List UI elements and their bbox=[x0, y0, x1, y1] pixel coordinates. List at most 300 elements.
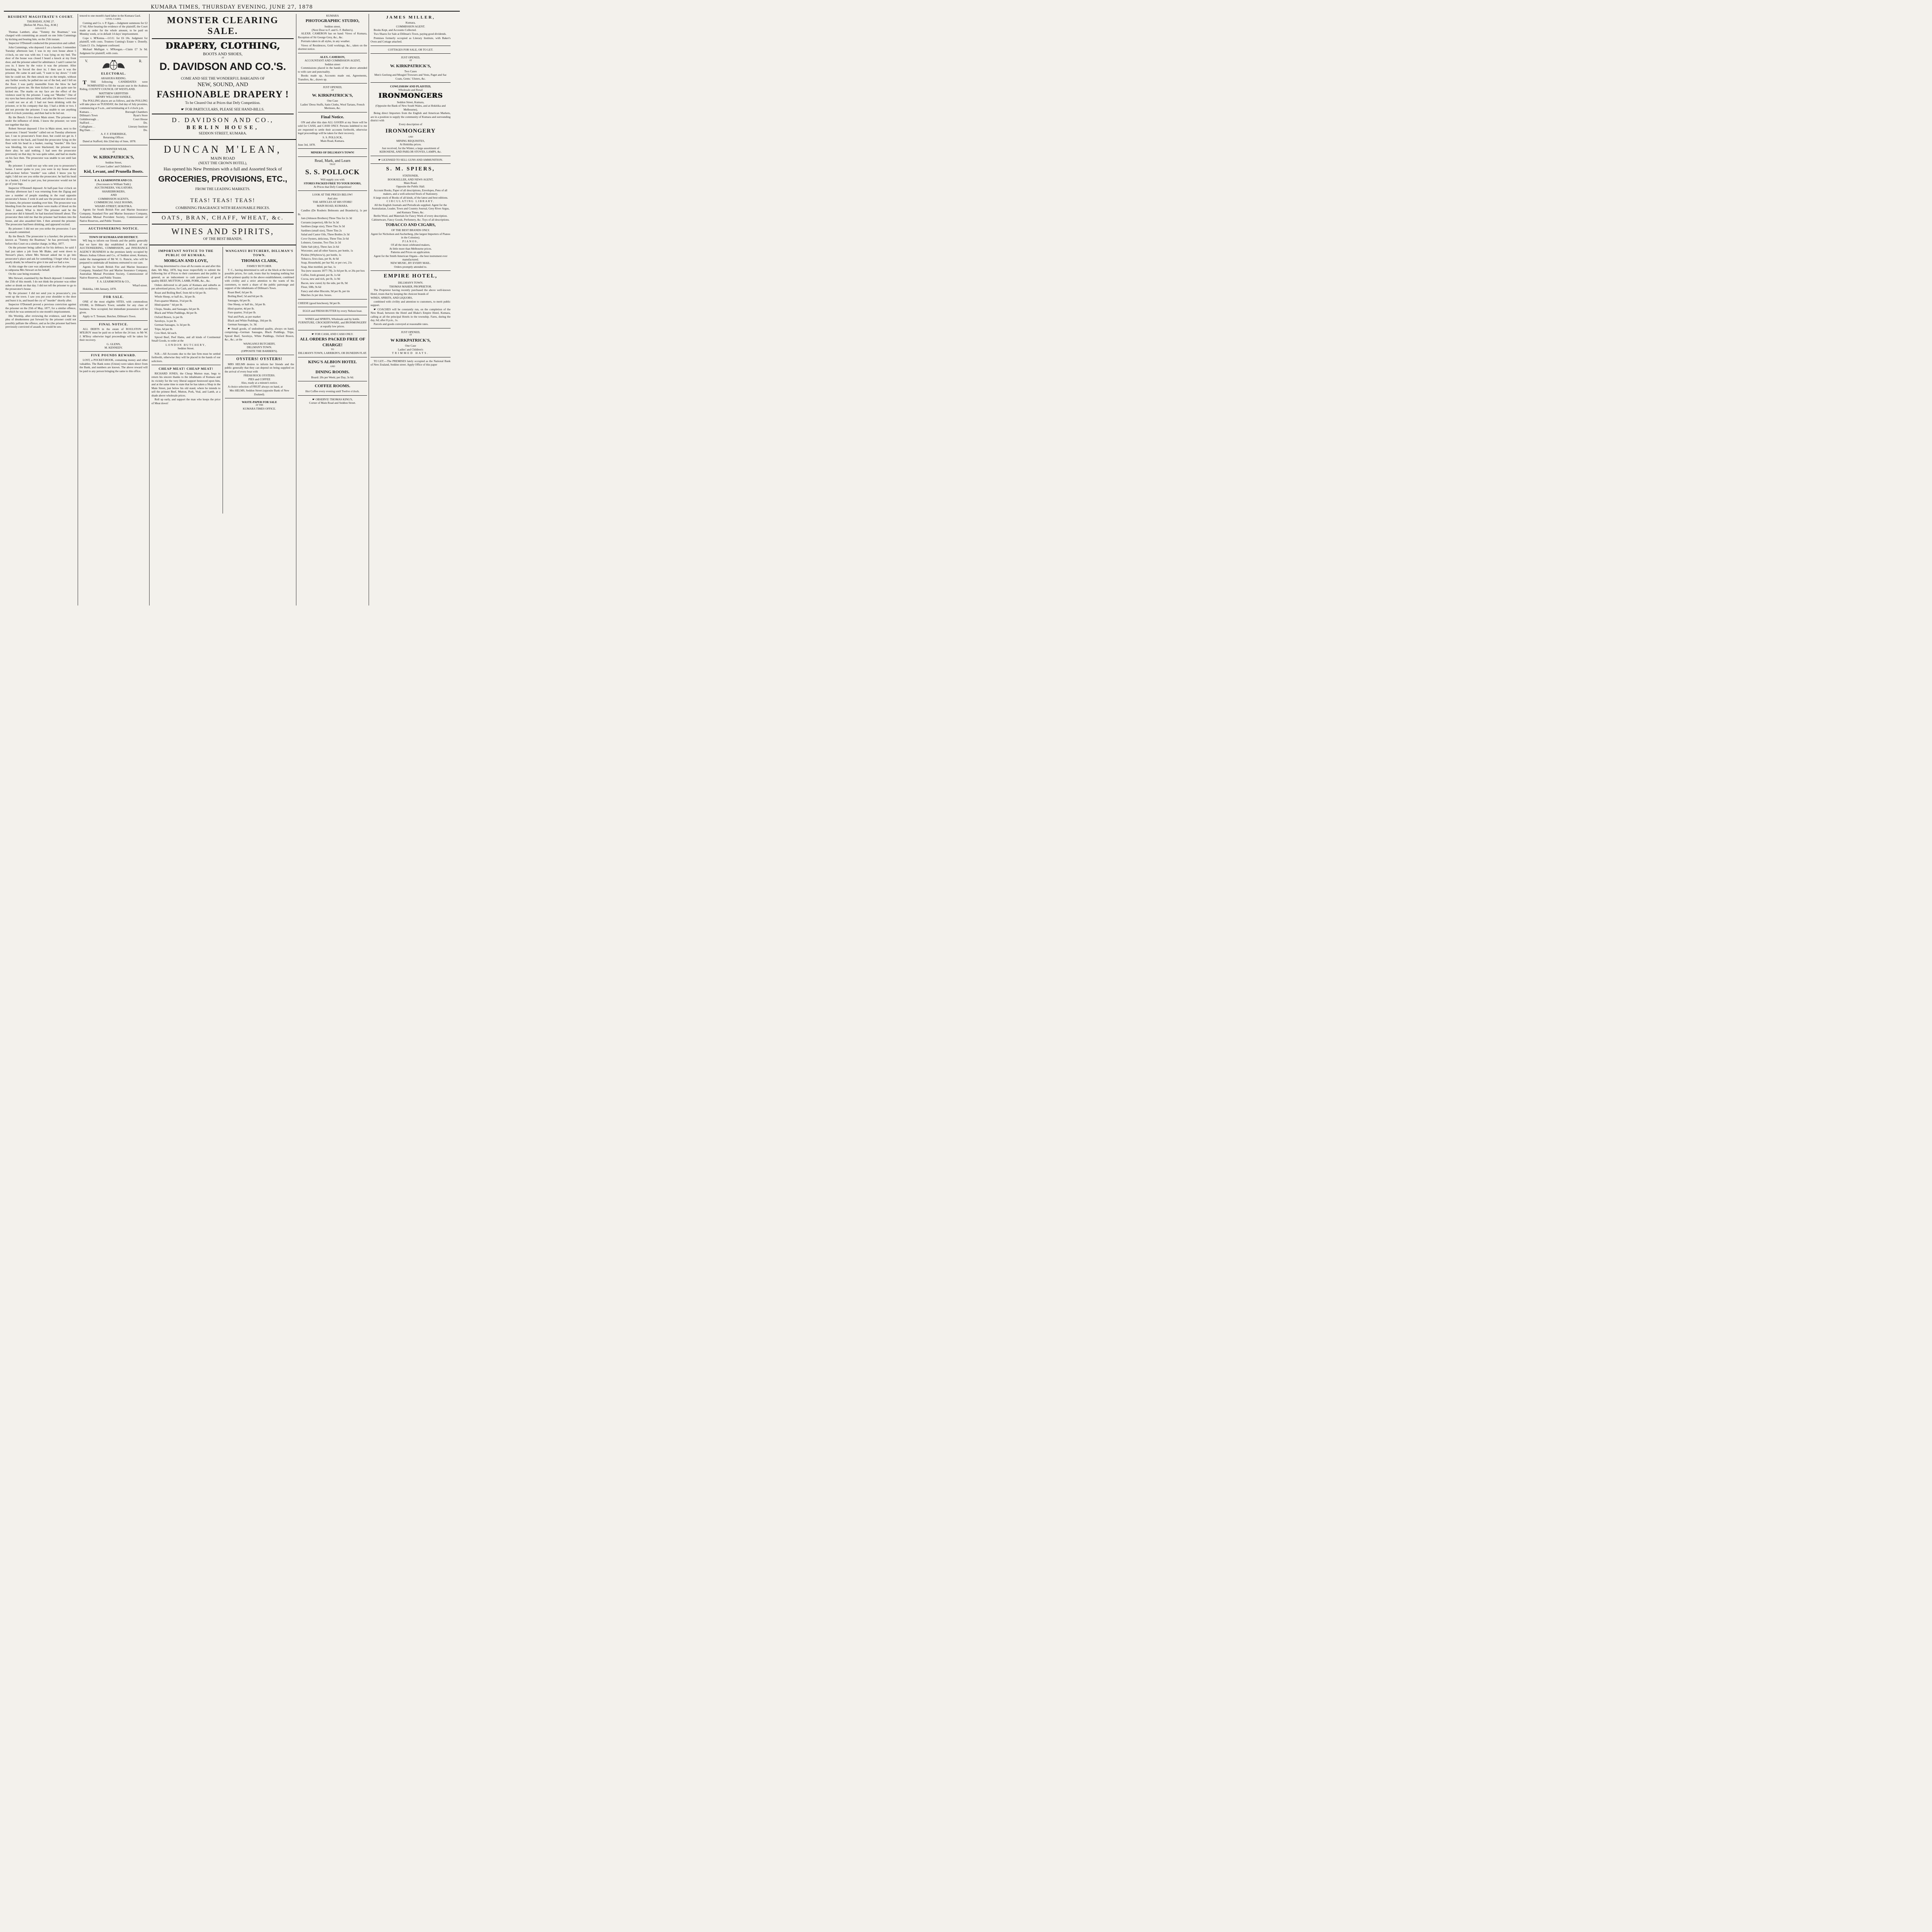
spiers-text-2: A large stock of Books of all kinds, of the latest and best editions. bbox=[373, 196, 448, 199]
just-opened-at-2: AT bbox=[409, 59, 412, 62]
to-let-notice: TO LET.—The PREMISES lately occupied as the National Bank of New Zealand, Seddon street. Apply Office of this paper bbox=[371, 359, 451, 367]
davidson-name-2: D. DAVIDSON AND CO., bbox=[172, 116, 274, 124]
c2civil-item: Michael Mulligan v. M'Keegan.—Claim £7 3s 9d. Judgment for plaintiff, with costs. bbox=[80, 48, 148, 55]
pollock-price-list bbox=[298, 209, 367, 297]
just-opened-head: JUST OPENED, bbox=[323, 85, 342, 89]
empire-text: The Proprietor having recently purchased the above well-known Hotel, trusts that by keeping the choicest brands of bbox=[371, 288, 451, 296]
sale-text: ONE of the most eligible SITES, with commodious STORE, in Dillman's Town; suitable for any class of business. Now occupied, but immediate possession will be given. bbox=[80, 299, 148, 314]
pointing-hand-icon: ☛ bbox=[181, 108, 185, 112]
melbourne-prices: At little more than Melbourne prices. bbox=[389, 247, 432, 250]
reward-head: FIVE POUNDS REWARD. bbox=[91, 354, 136, 357]
tcprices-item: Hind quarter, 4d per lb. bbox=[228, 306, 255, 310]
tcprices-item: German Sausages, 1s. 3d. bbox=[228, 323, 257, 327]
polling-place-name: Dillman's Town bbox=[80, 114, 98, 117]
newspaper-page bbox=[0, 0, 464, 609]
r-letter: R. bbox=[139, 59, 142, 63]
c1paras-item: John Cummings, who deposed: I am a hawker. I remember Tuesday afternoon last; I was in my own house about 5 o'clock, no one was with me; I was lying on my bed. The door of the house was closed I heard a knock at my front door, and the prisoner asked for admittance. I said I cannot let you in. I knew by the voice it was the prisoner. After knocking, he forced the door in; I then saw it was the prisoner. He came in and said, "I want to lay down." I told him he could not. He then struck me on the temple, without any further words; he pulled me out of the bed, and I fell on the floor. I was partly insensible from the blow he had previously given me. He then kicked me; I am quite sure he kicked me. The marks on my face are the effect of the violence used by the prisoner. I sang out "Murder." One of my eyes has been always blind, and after the blows I received I could not see at all. I had not been drinking with the prisoner, or in his company that day. I had a drink or two. I did not provoke the prisoner. I was unable to see anything until 4 o'clock yesterday, and then had to be led out. bbox=[5, 45, 76, 115]
just-opened-kirkpatrick-2: W. KIRKPATRICK'S, bbox=[390, 63, 431, 68]
winter-cases: 6 Cases Ladies' and Children's bbox=[96, 164, 131, 168]
just-opened-at: AT bbox=[331, 89, 334, 92]
c2lear-item: AUCTIONEERS, VALUATORS. bbox=[94, 186, 133, 190]
c4items-item: Currants (superior), 6lb for 3s 3d bbox=[301, 220, 339, 224]
c2lear-item: SHAREBROKERS, bbox=[102, 189, 126, 193]
combining-line: COMBINING FRAGRANCE WITH REASONABLE PRICES. bbox=[175, 206, 270, 211]
smith-organs: Agent for the Smith American Organs—the best instrument ever manufactured. bbox=[374, 254, 447, 261]
returning-officer-role: Returning Officer. bbox=[103, 136, 124, 139]
nicholson-agent: Agent for Nicholson and Ascherberg, (the largest Importers of Pianos in the Colonies). bbox=[371, 232, 451, 240]
auction-wharf: Wharf-street. bbox=[132, 283, 148, 287]
morprices-item: Hind-quarter " 4d per lb. bbox=[155, 303, 183, 307]
tcprices-item: Roast Beef, 6d per lb. bbox=[228, 290, 253, 294]
c4items-item: Jam (Johnson Brothers) Three Tins for 2s 3d bbox=[301, 216, 352, 220]
mining-requisites: MINING REQUISITES, bbox=[396, 139, 425, 143]
c4items-item: Cocoa, new and rich, per lb, 1s 9d bbox=[301, 277, 340, 281]
column-notices-b bbox=[296, 14, 369, 605]
board-rates: Board: 20s per Week; per Day, 3s 6d. bbox=[311, 375, 354, 379]
morgan-price-list bbox=[151, 291, 221, 335]
davidson-name: D. DAVIDSON AND CO.'S. bbox=[159, 61, 286, 73]
boots-heading: BOOTS AND SHOES, bbox=[203, 52, 243, 57]
empire-text-2: combined with civility and attention to customers, to merit public support. bbox=[371, 299, 451, 307]
empire-coaches bbox=[371, 308, 451, 322]
handbills-line bbox=[152, 107, 294, 112]
waste-at: AT THE bbox=[255, 404, 264, 406]
candidate-1: MATTHEW GRIFFITHS bbox=[99, 91, 129, 95]
kings-albion: KING'S ALBION HOTEL bbox=[308, 359, 357, 364]
photo-text-2: Portraits taken in all styles, in any weather. bbox=[301, 39, 350, 43]
cowlishaw-opposite: (Opposite the Bank of New South Wales, and at Hokitika and Melbourne), bbox=[375, 104, 446, 111]
c4items-item: Pickles (Whybrow's), per bottle, 1s bbox=[301, 253, 341, 257]
one-case: One Case bbox=[405, 344, 416, 348]
defy-competition: At Prices that Defy Competition! bbox=[313, 185, 352, 189]
wines-spirits-heading: WINES AND SPIRITS, bbox=[171, 226, 274, 236]
pollock-sign: S. S. POLLOCK, bbox=[322, 135, 343, 139]
c4items-item: Cove Oysters, delicious, Three Tins 2s 6d bbox=[301, 236, 349, 240]
c4items-item: Tea (new seasons 1877-78), 2s 6d per lb, or 26s per box bbox=[301, 269, 365, 273]
final-notice-text: ALL DEBTS in the estate of ROULSTON and M'ILROY must be paid on or before the 24 inst. to Mr W. J. M'Ilroy otherwise legal proceedings will be taken for their recovery. bbox=[80, 327, 148, 342]
ironmongers-heading: IRONMONGERS bbox=[378, 92, 443, 100]
oysters-text: MRS HELMS desires to inform her friends and the public generally that they can depend on being supplied on the arrival of every boat with bbox=[224, 362, 294, 373]
kerosene-line: KEROSENE, AND PARLOR STOVES, LAMPS, &c. bbox=[379, 150, 442, 154]
spiers-text-4: Berlin Wool, and Materials for Fancy Work of every description. bbox=[373, 214, 448, 218]
photo-text-3: Views of Residences, Gold workings, &c., taken on the shortest notice. bbox=[298, 43, 367, 51]
tcprices-item: One Sheep, or half do., 3d per lb. bbox=[228, 303, 266, 306]
orders-promptly: Orders promptly attended to. bbox=[394, 265, 427, 269]
c4items-item: Worcester, and all other Sauces, per bottle, 1s bbox=[301, 249, 353, 253]
james-miller-town: Kumara, bbox=[405, 21, 416, 25]
polling-place-row bbox=[80, 114, 148, 117]
c2lear-item: AND bbox=[110, 193, 117, 197]
v-letter: V. bbox=[85, 59, 88, 63]
morprices-item: Saveloys, 1s per lb. bbox=[155, 319, 177, 323]
c1paras-item: Mrs Stewart, examined by the Bench deposed: I remember the 25th of this month. I do not think the prisoner was either sober or drunk on that day. I did not tell the prisoner to go to the prosecutor's house. bbox=[5, 276, 76, 291]
clark-opposite: (OPPOSITE THE BARBER'S). bbox=[241, 349, 278, 353]
c1paras-item: By the prisoner: I did not send you to prosecutor's; you went up the town. I saw you put your shoulder to the door and burst it in, and heard the cry of "murder" shortly after. bbox=[5, 291, 76, 302]
waste-paper-line: WASTE-PAPER FOR SALE bbox=[242, 400, 277, 404]
duncan-mclean-name: DUNCAN M'LEAN, bbox=[163, 144, 282, 155]
photo-street: Seddon street, bbox=[324, 24, 341, 28]
c4items-item: Salad and Castor Oils, Three Bottles 2s 3d bbox=[301, 233, 350, 236]
morprices-item: Whole Sheep, or half do., 3d per lb. bbox=[155, 295, 196, 299]
hokitika-prices: At Hokitika prices. bbox=[400, 143, 422, 146]
oysters-ready: Also, ready at a minute's notice. bbox=[241, 381, 278, 385]
just-opened-kirkpatrick: W. KIRKPATRICK'S, bbox=[312, 93, 353, 98]
pollock-big-name: S. S. POLLOCK bbox=[305, 168, 360, 176]
miller-text-1: Books Kept, and Accounts Collected. bbox=[374, 28, 417, 32]
mclean-ad bbox=[150, 141, 296, 243]
destinations: DILLMAN'S TOWN, LARRIKIN'S, OR DUNEDIN FLAT. bbox=[298, 351, 367, 355]
morgan-love-name: MORGAN AND LOVE, bbox=[164, 259, 208, 264]
morprices-item: Fore-quarter Mutton, 3½d per lb. bbox=[155, 299, 192, 303]
polling-notice: The POLLING places are as follows, and the POLLING will take place on TUESDAY, the 2nd day of July proximo, commencing at 9 a.m., and terminating at 6 o'clock p.m. bbox=[80, 99, 148, 110]
cameron-name: ALEX. CAMERON, bbox=[320, 55, 345, 59]
c4items-item: Tobacco, first-class, per lb, 4s 6d bbox=[301, 257, 339, 260]
tcprices-item: Black and White Puddings, 10d per lb. bbox=[228, 318, 272, 322]
stores-packed: STORES PACKED FREE TO YOUR DOORS, bbox=[304, 181, 361, 185]
kings-corner: Corner of Main Road and Seddon Street. bbox=[309, 401, 356, 405]
best-brands-line: OF THE BEST BRANDS. bbox=[203, 237, 243, 241]
cameron-text-2: Books made up, Accounts made out, Agreements, Transfers, &c., drawn up. bbox=[298, 74, 367, 81]
read-mark-learn: Read, Mark, and Learn bbox=[315, 158, 350, 163]
that-word: THAT bbox=[329, 163, 336, 166]
c1paras-item: Thomas Lambert, alias "Tommy the Boatman," was charged with committing an assault on one John Cummings by kicking and beating him, on the 25th instant. bbox=[5, 30, 76, 41]
auction-town: TOWN OF KUMARA AND DISTRICT. bbox=[89, 235, 138, 239]
just-opened-case: One Case bbox=[327, 99, 338, 103]
clark-small-text: Small goods, of undoubted quality, always on hand, comprising—German Sausages, Black Puddings, Tripe, Spiced Beef, Saveloys, White Puddings, Oxford Brawn, &c., &c.; at the bbox=[224, 327, 294, 342]
electoral-text: THE following CANDIDATES were NOMINATED to fill the vacant seat in the Arahura Riding, COUNTY COUNCIL OF WESTLAND. bbox=[80, 80, 148, 91]
morprices-item: Roast and Boiling Beef, from 4d to 6d per lb. bbox=[155, 291, 207, 294]
just-received: Just received, for the Winter, a large assortment of bbox=[382, 146, 439, 150]
cheap-meat-head: CHEAP MEAT! CHEAP MEAT! bbox=[158, 367, 214, 371]
clark-butchery-ad bbox=[223, 247, 296, 514]
column-notices-c bbox=[369, 14, 452, 605]
just-opened-head-2: JUST OPENED, bbox=[401, 56, 420, 60]
auction-sign: F. A. LEARMONTH & CO., bbox=[97, 280, 130, 284]
cowlishaw-and: AND bbox=[408, 136, 413, 139]
c1paras-item: His Worship, after reviewing the evidence, said that the plea of drunkenness put forward by the prisoner could not possibly palliate the offence, and as he (the prisoner had been previously convicted of assault, he would be sen- bbox=[5, 314, 76, 329]
polling-place-name: Kumara . . bbox=[80, 110, 92, 114]
sale-head: FOR SALE. bbox=[103, 295, 124, 299]
c4items-item: Bacon, new cured, by the side, per lb, 9d bbox=[301, 281, 348, 285]
polling-place-row bbox=[80, 125, 148, 128]
observe-text: OBSERVE! THOMAS KING'S, bbox=[315, 397, 353, 401]
c1paras-item: Inspector O'Donnell conducted the prosecution and called: bbox=[9, 41, 76, 45]
teas-heading: TEAS! TEAS! TEAS! bbox=[190, 197, 255, 204]
c4items-item: Flour, 50lb, 9s 6d bbox=[301, 285, 321, 289]
learmonth-agents: Agents for South British Fire and Marine Insurance Company, Standard Fire and Marine Insurance Company, Australian Mutual Provident Society, Commissioner of Native Reserves, and Public Trustee. bbox=[80, 208, 148, 223]
polling-place-venue: Do. bbox=[143, 128, 148, 132]
pies-coffee: PIES and COFFEE bbox=[248, 377, 270, 381]
and-word: AND bbox=[330, 365, 335, 368]
cheap-meat-roll: Roll up early, and support the man who keeps the price of Meat down! bbox=[151, 398, 221, 405]
james-miller-role: COMMISSION AGENT. bbox=[396, 24, 425, 28]
morprices-item: Tripe, 6d per lb. bbox=[155, 327, 173, 331]
clark-wanganui: WANGANUI BUTCHERY, bbox=[243, 342, 276, 345]
leading-markets: FROM THE LEADING MARKETS. bbox=[195, 187, 250, 191]
royal-arms-icon bbox=[100, 60, 127, 70]
tobacco-cigars: TOBACCO AND CIGARS, bbox=[385, 223, 436, 228]
mens-trowsers: Men's Geelong and Mosgiel Trowsers and Vests, Paget and Sac Coats, Gents.' Ulsters, &c. bbox=[374, 73, 447, 80]
cowlishaw-text: Being direct Importers from the English and American Markets, are in a position to supply the community of Kumara and surrounding district with bbox=[371, 111, 451, 122]
cameron-text-1: Commissions placed in the hands of the above attended to with care and punctuality. bbox=[298, 66, 367, 73]
groceries-heading: GROCERIES, PROVISIONS, ETC., bbox=[158, 174, 287, 184]
final-notice-pollock-text: ON and after this date ALL GOODS at my Store will be sold for CASH, and CASH ONLY. Persons indebted to me are requested to settle their accounts forthwith, otherwise legal proceedings will be taken for their recovery. bbox=[298, 120, 367, 135]
circulating-library: CIRCULATING LIBRARY. bbox=[386, 199, 435, 203]
court-continuation: tenced to one month's hard labor in the Kumara Gaol. bbox=[80, 14, 141, 17]
photo-kumara: KUMARA bbox=[326, 14, 339, 17]
pianos-line: PIANOS, bbox=[402, 239, 419, 243]
licensed-text: LICENSED TO SELL GUNS AND AMMUNITION. bbox=[381, 158, 443, 162]
riding-name: ARAHURA RIDING. bbox=[101, 76, 126, 80]
morgan-love-ad bbox=[150, 247, 223, 514]
tcprices-item: Boiling Beef, 5d and 6d per lb. bbox=[228, 294, 264, 298]
handbills-text: FOR PARTICULARS, PLEASE SEE HAND-BILLS. bbox=[185, 108, 265, 112]
cash-only-text: FOR CASH, AND CASH ONLY. bbox=[315, 332, 354, 336]
orders-packed: ALL ORDERS PACKED FREE OF CHARGE! bbox=[299, 337, 366, 347]
cowlishaw-street: Seddon Street, Kumara, bbox=[397, 100, 424, 104]
empire-parcels: Parcels and goods conveyed at reasonable rates. bbox=[374, 322, 429, 326]
empire-proprietor: THOMAS MAHER, PROPRIETOR. bbox=[389, 284, 432, 288]
empire-wines: WINES, SPIRITS, AND LIQUORS, bbox=[371, 296, 413, 300]
spiers-text-3: All the English Journals and Periodicals supplied. Agent for the Australasian, Leader, Town and Country Journal, Grey River Argus, and Kumara Times, &c. bbox=[371, 203, 450, 214]
sale-apply: Apply to T. Tennant, Butcher, Dillman's Town. bbox=[83, 315, 136, 318]
thomas-clark-role: FAMILY BUTCHER. bbox=[247, 264, 272, 268]
spiers-text-1: Account Books, Paper of all descriptions, Envelopes, Pens of all makers, and a well-selected Stock of Stationery. bbox=[374, 188, 447, 196]
london-butchery: LONDON BUTCHERY, bbox=[165, 343, 206, 347]
court-paragraphs bbox=[5, 30, 76, 329]
polling-place-row bbox=[80, 117, 148, 121]
pollock-address: Main Road, Kumara. bbox=[320, 139, 345, 143]
davidson-address: SEDDON STREET, KUMARA. bbox=[199, 131, 247, 136]
trimmed-hats: TRIMMED HATS. bbox=[392, 351, 429, 355]
auction-text: WE beg to inform our friends and the public generally that we have this day established a Branch of our AUCTIONEERING, COMMISSION, and INSURANCE AGENCY BUSINESS in the premises lately occupied by Messrs Joshua Gibson and Co., of Seddon street, Kumara, under the management of Mr W. G. Runcie, who will be prepared to undertake all business entrusted to our care. bbox=[80, 239, 148, 265]
c4items-item: Coffee, fresh ground, per lb, 1s 6d bbox=[301, 273, 340, 277]
final-sign-2: M. KENNEDY. bbox=[104, 346, 123, 350]
reward-text: LOST, a POCKET-BOOK, containing money and other valuables. The Bank notes (Union) were taken direct from the Bank, and numbers are known. The above reward will be paid to any person bringing the same to this office. bbox=[80, 358, 148, 373]
court-head-assault: ASSAULT. bbox=[35, 27, 47, 30]
returning-officer: A. F. F. ETHERIDGE, bbox=[100, 132, 127, 136]
polling-place-venue: Court House bbox=[133, 117, 148, 121]
coaches-text: COACHES will be constantly run, on the completion of the New Road, between the Hotel and Blake's Empire Hotel, Kumara, calling at all the principal Hotels in the township. Fares, during the day, 6d; after 8 p.m., 1s. bbox=[371, 307, 451, 322]
polling-place-name: Stafford . . . bbox=[80, 121, 94, 125]
coffee-rooms: COFFEE ROOMS. bbox=[315, 384, 350, 389]
c4items-item: Table Salt (dry), Three Jars 2s 6d bbox=[301, 245, 339, 248]
monster-sale-title: MONSTER CLEARING SALE. bbox=[167, 15, 279, 36]
electoral-head: ELECTORAL. bbox=[101, 72, 126, 75]
electoral-dated: Dated at Stafford, this 22nd day of June, 1878. bbox=[83, 139, 136, 143]
polling-place-venue: Borough Chambers bbox=[125, 110, 148, 114]
winter-kirkpatrick: W. KIRKPATRICK'S, bbox=[93, 155, 134, 160]
articles-store: THE ARTICLES AT HIS STORE! bbox=[313, 200, 352, 204]
morprices-item: Black and White Puddings, 8d per lb. bbox=[155, 311, 197, 315]
clark-dillmans: DILLMAN'S TOWN. bbox=[247, 345, 272, 349]
polling-place-row bbox=[80, 121, 148, 124]
polling-place-name: Callaghans . . bbox=[80, 124, 95, 128]
cameron-street: Seddon street bbox=[325, 62, 340, 66]
cash-only-line bbox=[298, 332, 367, 336]
c4items-item: Sardines (small size), Three Tins 2s bbox=[301, 228, 342, 232]
electoral-notice: T THE following CANDIDATES were NOMINATED to fill the vacant seat in the Arahura Riding, COUNTY COUNCIL OF WESTLAND. bbox=[80, 80, 148, 91]
polling-place-name: Big Dam . . . bbox=[80, 128, 94, 132]
empire-hotel-name: EMPIRE HOTEL, bbox=[384, 273, 437, 279]
c1paras-item: On the case being resumed, bbox=[9, 272, 40, 276]
final-notice-pollock-head: Final Notice. bbox=[321, 114, 344, 119]
new-sound-line: NEW, SOUND, AND bbox=[197, 81, 248, 88]
new-music: NEW MUSIC, BY EVERY MAIL. bbox=[390, 261, 431, 265]
photo-studio-name: PHOTOGRAPHIC STUDIO, bbox=[305, 19, 360, 24]
spiers-opposite: Opposite the Public Hall. bbox=[396, 185, 425, 189]
supply-line: Will supply you with bbox=[320, 178, 345, 182]
mclean-opened: Has opened his New Premises with a full and Assorted Stock of bbox=[163, 166, 282, 172]
oysters-address: Mrs HELMS, Seddon Street (opposite Bank of New Zealand). bbox=[230, 389, 289, 396]
spiers-name: S. M. SPIERS, bbox=[386, 166, 435, 172]
morgan-seddon: Seddon Street. bbox=[177, 347, 194, 350]
davidson-ad bbox=[150, 14, 296, 138]
morgan-love-orders: Orders delivered to all parts of Kumara and suburbs as per advertised prices, for Cash, and Cash only on delivery. bbox=[151, 283, 221, 291]
polling-place-venue: Do. bbox=[143, 121, 148, 125]
learmonth-name: F. A. LEARMONTH AND CO. bbox=[95, 179, 133, 182]
wines-line: WINES and SPIRITS, Wholesale and by bottle. bbox=[305, 317, 360, 321]
patterns-prices: Patterns and Prices on application. bbox=[391, 250, 430, 254]
civil-cases-head: CIVIL CASES. bbox=[105, 18, 122, 21]
best-brands-only: OF THE BEST BRANDS ONLY. bbox=[391, 228, 430, 232]
c1paras-item: By prisoner: I did not see you strike the prosecutor. I saw no assault committed. bbox=[5, 226, 76, 234]
c1paras-item: By the Bench: The prosecutor is a hawker; the prisoner is known as "Tommy the Boatman," he has previously been before this Court on a similar charge, in May, 1877. bbox=[5, 234, 76, 245]
spiers-main-road: Main Road. bbox=[404, 181, 417, 185]
c4items-item: Soap, Household, per bar 9d, or per cwt, 21s bbox=[301, 261, 352, 265]
davidson-at: AT bbox=[221, 57, 224, 60]
morprices-item: Cow Heel, 6d each. bbox=[155, 331, 177, 335]
just-opened-at-3: AT bbox=[409, 334, 412, 337]
column-court-report bbox=[4, 14, 78, 605]
royal-arms-row bbox=[80, 59, 148, 71]
to-word: TO bbox=[331, 348, 334, 351]
mclean-next: (NEXT THE CROWN HOTEL), bbox=[198, 162, 247, 166]
cheese-line: CHEESE (good luncheon), 9d per lb. bbox=[298, 301, 341, 305]
eggs-line: EGGS and FRESH BUTTER by every Nelson boat. bbox=[303, 309, 362, 313]
c4items-item: Sardines (large size), Three Tins 3s 3d bbox=[301, 224, 345, 228]
thomas-clark-name: THOMAS CLARK, bbox=[241, 259, 278, 264]
c1paras-item: Inspector O'Donnell proved a previous conviction against the prisoner on the 25th of May, 1877, for a similar offence, in which he was sentenced to one month's imprisonment. bbox=[5, 303, 76, 314]
morgan-love-text: Having determined to close all Accounts on and after this date, 6th May, 1878, beg most respectfully to submit the following list of Prices to their customers and the public in general, as an inducement to cash purchasers of good quality BEEF, MUTTON, LAMB, PORK, &c., &c. bbox=[151, 264, 221, 283]
berlin-house: BERLIN HOUSE, bbox=[186, 125, 259, 131]
dining-rooms: DINING ROOMS. bbox=[315, 369, 350, 374]
court-title: RESIDENT MAGISTRATE'S COURT. bbox=[8, 15, 74, 19]
spiers-role: BOOKSELLER, AND NEWS AGENT, bbox=[388, 177, 434, 181]
column-3-lower bbox=[150, 247, 296, 514]
pointing-hand-icon: ☛ bbox=[311, 332, 315, 336]
polling-place-name: Goldsborough . . bbox=[80, 117, 99, 121]
column-notices-a bbox=[78, 14, 150, 605]
fresh-rock-oysters: FRESH ROCK OYSTERS. bbox=[243, 374, 276, 378]
spiers-stationer: STATIONER, bbox=[402, 174, 419, 178]
c1paras-item: On the prisoner being called on for his defence, he said: I had just taken a job from Mr Blake, and went down to Stewart's place, where Mrs Stewart asked me to go into prosecutor's place and ask for something; I forget what. I was nearly drunk; he refused to give it me and we had a row. bbox=[5, 246, 76, 264]
hot-coffee: Hot Coffee every evening until Twelve o'clock. bbox=[305, 389, 360, 393]
thomas-clark-text: T. C., having determined to sell at the block at the lowest possible prices, for cash, trusts that by keeping nothing but of the primest quality in the above establishment, combined with civility and a strict attention to the wants of his customers, to merit a share of the public patronage and support of the inhabitants of Dillman's Town. bbox=[224, 268, 294, 290]
pointing-hand-icon: ☛ bbox=[374, 307, 378, 311]
masthead: KUMARA TIMES, THURSDAY EVENING, JUNE 27, 1878 bbox=[4, 3, 460, 12]
important-notice-head: IMPORTANT NOTICE TO THE PUBLIC OF KUMARA. bbox=[158, 249, 214, 257]
column-display-ads bbox=[150, 14, 296, 605]
morprices-item: Oxford Brawn, 1s per lb. bbox=[155, 315, 183, 319]
polling-place-venue: Ryan's Store bbox=[133, 114, 148, 117]
auction-date: Hokitika, 14th January, 1878. bbox=[83, 287, 117, 291]
photo-text-1: ALEXR. CAMERON has on hand: Views of Kumara, Reception of Sir George Grey, &c., &c. bbox=[298, 32, 367, 39]
court-date: THURSDAY, JUNE 27. bbox=[27, 19, 55, 23]
just-opened-head-3: JUST OPENED, bbox=[401, 330, 420, 334]
learmonth-successor: (Successors to William Todd.) bbox=[96, 182, 131, 186]
miller-text-3: Premises formerly occupied as Literary Institute, with Baker's Oven and Cottage attached. bbox=[371, 36, 451, 44]
winter-at: AT bbox=[112, 151, 115, 153]
clark-price-list bbox=[225, 291, 294, 327]
winter-boots: Kid, Levant, and Prunella Boots. bbox=[83, 169, 144, 174]
auction-agents: Agents for South British Fire and Marine Insurance Company, Standard Fire and Marine Insurance Company, Australian Mutual Provident Society, Commissioner of Native Reserves, and Public Trustee. bbox=[80, 265, 148, 279]
court-before: [Before M. Price, Esq., R.M.] bbox=[24, 23, 58, 27]
polling-place-row bbox=[80, 128, 148, 132]
c2lear-item: COMMISSION AGENTS, bbox=[98, 197, 129, 201]
tcprices-item: Sausages, 6d per lb. bbox=[228, 298, 251, 302]
learmonth-rooms: COMMERCIAL SALE ROOMS, bbox=[94, 201, 133, 204]
fashionable-drapery: FASHIONABLE DRAPERY ! bbox=[156, 89, 289, 100]
morgan-nb: N.B.—All Accounts due to the late firm must be settled forthwith, otherwise they will be placed in the hands of our solicitors. bbox=[151, 352, 221, 363]
cleared-out-line: To be Cleared Out at Prices that Defy Competition. bbox=[185, 101, 260, 105]
just-opened-kirkpatrick-3: W KIRKPATRICK'S, bbox=[390, 338, 431, 343]
pointing-hand-icon: ☛ bbox=[378, 158, 382, 162]
main-road-kumara: MAIN ROAD, KUMARA. bbox=[317, 204, 348, 207]
c4items-item: Matches 2s per doz. boxes. bbox=[301, 293, 332, 297]
learmonth-wharf: WHARF-STREET, HOKITIKA. bbox=[95, 204, 133, 208]
c1paras-item: At this stage the case was adjourned, to allow the prisoner to subpoena Mrs Stewart on his behalf. bbox=[5, 264, 76, 272]
c2civil-item: Cuming and Co. v. P. Egan.—Judgment summons for £2 17 6d. After hearing the evidence of the plaintiff, the Court made an order for the whole amount, to be paid on Monday week, or in default 14 days' imprisonment. bbox=[80, 21, 148, 36]
cowlishaw-name: COWLISHAW AND PLAISTED, bbox=[390, 84, 431, 88]
c1paras-item: By prisoner: I could not say who sent you to prosecutor's house. I never spoke to you; you were in my house about half-an-hour before "murder" was called. I know you by sight; I did not see you strike the prosecutor; he had his head in a basket, I tried to part you, but prosecutor would not let go of your legs. bbox=[5, 163, 76, 186]
polling-place-venue: Literary Institute bbox=[128, 124, 148, 128]
final-notice-head: FINAL NOTICE. bbox=[99, 322, 128, 326]
c4items-item: Soap, blue mottled, per bar, 1s bbox=[301, 265, 336, 269]
morgan-spiced: Spiced Beef, Peef Hams, and all kinds of Continental Small Goods, to order at the bbox=[151, 335, 221, 343]
cowlishaw-wholesale: Wholesale and Retail bbox=[398, 88, 423, 92]
pointing-hand-icon: ☛ bbox=[228, 327, 232, 330]
polling-place-row bbox=[80, 110, 148, 114]
observe-line bbox=[298, 398, 367, 401]
tcprices-item: Veal and Pork, as per market bbox=[228, 315, 261, 318]
look-prices: LOOK AT THE PRICES BELOW! bbox=[312, 193, 353, 197]
c2civil-item: Cope v. M'Kenna.—I.O.U. for £6 10s. Judgment for plaintiff, with costs. Trustees Cuming's Estate v. Donelly. Claim £1 15s. Judgment confessed. bbox=[80, 36, 148, 47]
morprices-item: German Sausages, 1s 3d per lb. bbox=[155, 323, 190, 327]
ladies-children: Ladies' and Children's bbox=[398, 347, 423, 351]
oysters-head: OYSTERS! OYSTERS! bbox=[236, 357, 283, 362]
miller-text-2: Two Shares for Sale at Dillman's Town, paying good dividends. bbox=[374, 32, 447, 36]
clark-small-goods bbox=[225, 327, 294, 342]
c1paras-item: By the Bench: I live down Main street. The prisoner was under the influence of drink. I know the prisoner; we were not together that day. bbox=[5, 115, 76, 126]
civil-cases-list bbox=[80, 21, 148, 55]
furniture-line: FURNITURE, CROCKERYWARE, and IRONMONGERY at equally low prices. bbox=[298, 321, 367, 328]
oysters-fruit: A choice selection of FRUIT always on hand, at bbox=[228, 384, 283, 388]
and-also: And also bbox=[327, 196, 338, 200]
spiers-text-5: Cabinetware, Fancy Goods, Perfumery, &c. Toys of all descriptions. bbox=[371, 218, 450, 221]
winter-head: FOR WINTER WEAR, bbox=[100, 147, 128, 151]
c1paras-item: Robert Stewart deposed: I live in Main street, next to the prosecutor. I heard "murder" called out on Tuesday afternoon last. I ran to prosecutor's front door, but could not get in. I then went to the back, and found the prosecutor lying on the floor with his head in a basket, roaring "murder." His face was bleeding, his eyes were blackened; the prisoner was there also; he said nothing. I had seen the prosecutor previously on that day; he was quite sober, and had no marks on his face then. The prosecutor was unable to see until last night. bbox=[5, 127, 76, 163]
come-see-line: COME AND SEE THE WONDERFUL BARGAINS OF bbox=[181, 77, 265, 81]
cameron-role: ACCOUNTANT AND COMMISSION AGENT, bbox=[304, 59, 361, 63]
waste-office: KUMARA TIMES OFFICE. bbox=[243, 407, 276, 411]
cowlishaw-every: Every description of bbox=[399, 122, 422, 126]
pollock-date: June 3rd, 1878. bbox=[298, 143, 316, 146]
photo-next-door: (Next Door to F. and G. F. Bullen's). bbox=[311, 28, 354, 32]
oats-line: OATS, BRAN, CHAFF, WHEAT, &c. bbox=[162, 215, 284, 221]
morprices-item: Chops, Steaks, and Sausages, 6d per lb. bbox=[155, 307, 200, 311]
pianos-makers: Of all the most celebrated makers, bbox=[391, 243, 430, 247]
